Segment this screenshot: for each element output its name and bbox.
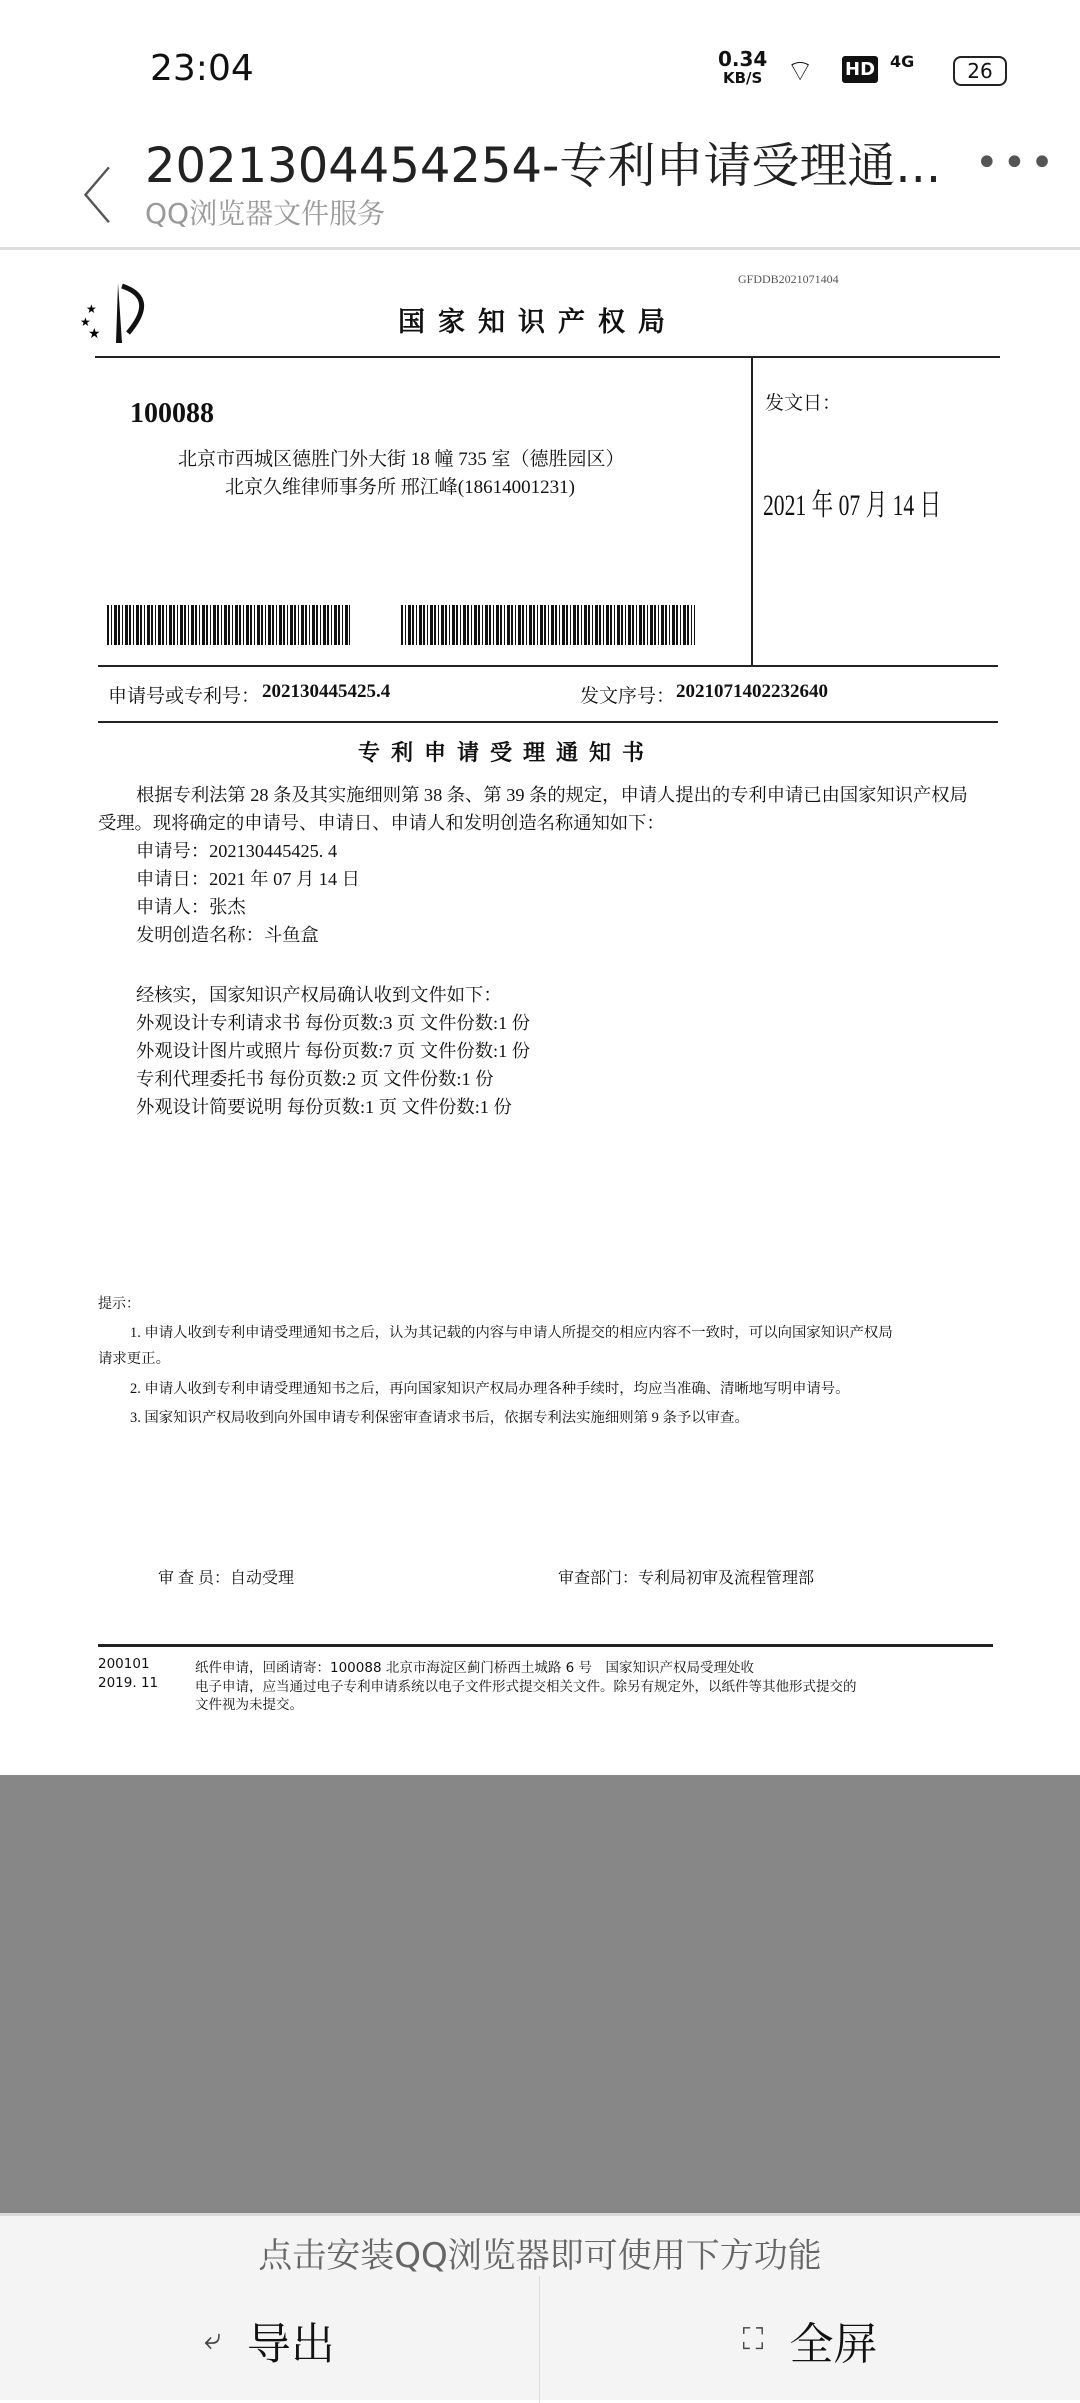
clock: 23:04 — [150, 48, 254, 89]
hint-item: 3. 国家知识产权局收到向外国申请专利保密审查请求书后，依据专利法实施细则第 9 条予以审查。 — [130, 1410, 749, 1426]
hint-item-cont: 请求更正。 — [98, 1351, 170, 1367]
cnipa-logo-icon — [78, 278, 163, 348]
file-item: 外观设计简要说明 每份页数:1 页 文件份数:1 份 — [136, 1097, 512, 1117]
recipient-name: 北京久维律师事务所 邢江峰(18614001231) — [225, 477, 575, 498]
footer-code: 200101 — [98, 1656, 150, 1672]
issue-date-label: 发文日： — [765, 393, 842, 414]
fullscreen-button[interactable] — [540, 2276, 1080, 2403]
barcode-1 — [107, 605, 350, 645]
issue-date: 2021 年 07 月 14 日 — [763, 489, 942, 522]
field-app-date: 申请日：2021 年 07 月 14 日 — [136, 869, 360, 889]
serial-no: 2021071402232640 — [676, 681, 828, 702]
wifi-icon: ⌔ — [786, 54, 815, 89]
field-invention-name: 发明创造名称：斗鱼盒 — [136, 925, 319, 945]
field-app-no: 申请号：202130445425. 4 — [136, 841, 338, 861]
net-speed — [718, 47, 768, 88]
app-no: 202130445425.4 — [262, 681, 391, 702]
department: 审查部门：专利局初审及流程管理部 — [558, 1570, 815, 1587]
barcode-2 — [401, 605, 695, 645]
viewer-background — [0, 1775, 1080, 2213]
serial-label: 发文序号： — [580, 686, 676, 707]
export-button[interactable] — [0, 2276, 540, 2403]
battery-icon: 26 — [953, 56, 1007, 86]
footer-line: 文件视为未提交。 — [195, 1697, 303, 1713]
footer-date: 2019. 11 — [98, 1675, 159, 1691]
hd-icon: HD — [842, 56, 878, 83]
notice-title: 专利申请受理通知书 — [358, 741, 656, 766]
svg-text:★: ★ — [86, 302, 97, 316]
body-paragraph-cont: 受理。现将确定的申请号、申请日、申请人和发明创造名称通知如下： — [98, 813, 665, 833]
footer-line: 电子申请，应当通过电子专利申请系统以电子文件形式提交相关文件。除另有规定外，以纸件等其他形式提交的 — [195, 1679, 857, 1695]
hint-item: 2. 申请人收到专利申请受理通知书之后，再向国家知识产权局办理各种手续时，均应当准确、清晰地写明申请号。 — [130, 1381, 850, 1397]
back-button[interactable]: 〈 — [52, 163, 112, 233]
postcode: 100088 — [130, 398, 214, 429]
file-item: 专利代理委托书 每份页数:2 页 文件份数:1 份 — [136, 1069, 494, 1089]
net-speed-value: 0.34 — [718, 47, 768, 71]
hint-label: 提示： — [98, 1297, 140, 1312]
fullscreen-label: 全屏 — [789, 2318, 878, 2370]
document-title: 2021304454254-专利申请受理通... — [145, 138, 942, 194]
svg-text:★: ★ — [80, 315, 91, 329]
net-speed-unit: KB/S — [723, 69, 763, 87]
recipient-address: 北京市西城区德胜门外大街 18 幢 735 室（德胜园区） — [178, 449, 625, 470]
field-applicant: 申请人：张杰 — [136, 897, 246, 917]
svg-text:★: ★ — [88, 327, 101, 342]
examiner: 审 查 员：自动受理 — [158, 1570, 295, 1587]
signal-4g-icon: 4G — [890, 52, 915, 71]
export-icon: ⤶ — [204, 2322, 221, 2357]
file-item: 外观设计专利请求书 每份页数:3 页 文件份数:1 份 — [136, 1013, 531, 1033]
doc-code: GFDDB2021071404 — [738, 272, 839, 286]
fullscreen-icon: ⛶ — [742, 2322, 764, 2357]
body-paragraph: 根据专利法第 28 条及其实施细则第 38 条、第 39 条的规定，申请人提出的专利申请已由国家知识产权局 — [136, 785, 968, 805]
bottom-toolbar — [0, 2213, 1080, 2400]
file-item: 外观设计图片或照片 每份页数:7 页 文件份数:1 份 — [136, 1041, 531, 1061]
install-tip[interactable]: 点击安装QQ浏览器即可使用下方功能 — [258, 2236, 822, 2276]
agency-name: 国家知识产权局 — [398, 307, 678, 338]
more-options-button[interactable]: ••• — [975, 140, 1058, 186]
export-label: 导出 — [246, 2318, 335, 2370]
confirm-text: 经核实，国家知识产权局确认收到文件如下： — [136, 985, 502, 1005]
hint-item: 1. 申请人收到专利申请受理通知书之后，认为其记载的内容与申请人所提交的相应内容不一致时，可以向国家知识产权局 — [130, 1325, 893, 1341]
footer-line: 纸件申请，回函请寄：100088 北京市海淀区蓟门桥西土城路 6 号 国家知识产权局受理处收 — [195, 1660, 754, 1676]
app-no-label: 申请号或专利号： — [108, 686, 261, 707]
app-header — [0, 120, 1080, 250]
document-subtitle: QQ浏览器文件服务 — [145, 197, 386, 230]
